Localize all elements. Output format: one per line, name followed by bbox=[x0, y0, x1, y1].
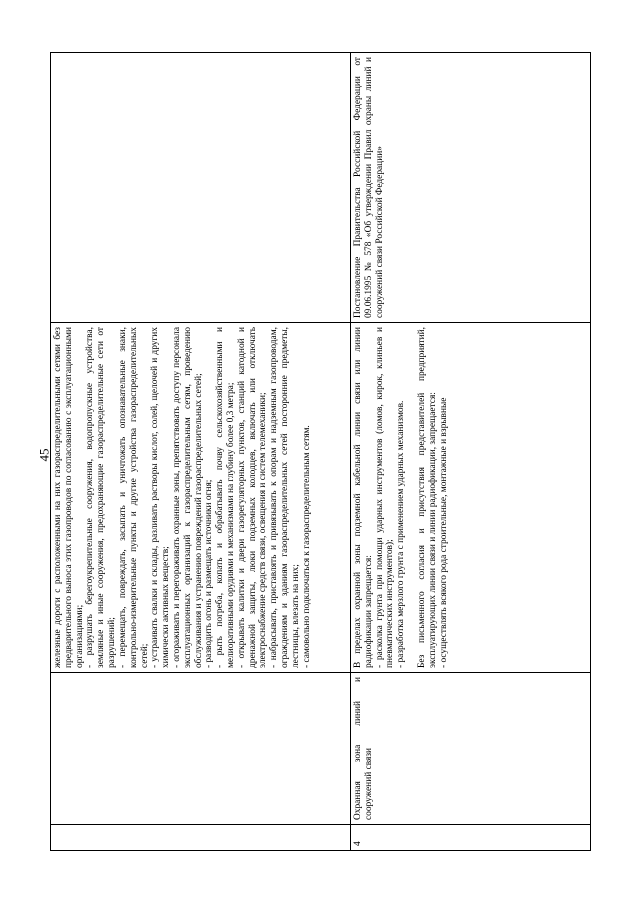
paragraph-gap bbox=[407, 327, 417, 668]
restriction-line: железные дороги с расположенными на них газораспределительными сетями без предварительного выноса этих газопроводов по согласованию с эксплуатационными организациями; bbox=[53, 327, 85, 668]
restrictions-cell bbox=[351, 323, 591, 673]
restriction-line: - разработка мерзлого грунта с применением ударных механизмов. bbox=[396, 400, 407, 668]
restriction-line: - самовольно подключаться к газораспределительным сетям. bbox=[301, 425, 312, 668]
legal-basis-cell: Постановление Правительства Российской Федерации от 09.06.1995 № 578 «Об утверждении Правил охраны линий и сооружений связи Российской Федерации» bbox=[351, 53, 591, 323]
restriction-line: - расколка грунта при помощи ударных инструментов (ломов, кирок, клиньев и пневматических инструментов); bbox=[374, 327, 396, 668]
restriction-line: - разводить огонь и размещать источники огня; bbox=[204, 479, 215, 668]
restriction-line: - набрасывать, приставлять и привязывать к опорам и надземным газопроводам, ограждениям и зданиям газораспределительных сетей посторонние предметы, лестницы, влезать на них; bbox=[269, 327, 301, 668]
table-row bbox=[51, 53, 351, 851]
restriction-line: - осуществлять всякого рода строительные, монтажные и взрывные bbox=[438, 397, 449, 668]
restriction-line: В пределах охранной зоны подземной кабельной линии связи или линии радиофикации запрещается: bbox=[353, 327, 374, 668]
page-number: 45 bbox=[36, 448, 52, 462]
restriction-line: - перемещать, повреждать, засыпать и уничтожать опознавательные знаки, контрольно-измерительные пункты и другие устройства газораспределительных сетей; bbox=[117, 327, 150, 668]
row-number-cell bbox=[51, 825, 351, 851]
zone-name-cell bbox=[51, 673, 351, 825]
restriction-line: - огораживать и перегораживать охранные зоны, препятствовать доступу персонала эксплуатационных организаций к газораспределительным сетям, проведению обслуживания и устранению повреждений газораспределительных сетей; bbox=[171, 327, 204, 668]
zone-name-cell: Охранная зона линий и сооружений связи bbox=[351, 673, 591, 825]
legal-basis-cell bbox=[51, 53, 351, 323]
restriction-line: - рыть погреба, копать и обрабатывать почву сельскохозяйственными и мелиоративными орудиями и механизмами на глубину более 0,3 метра; bbox=[215, 327, 236, 668]
restriction-line: - устраивать свалки и склады, разливать растворы кислот, солей, щелочей и других химически активных веществ; bbox=[150, 327, 172, 668]
restriction-line: Без письменного согласия и присутствия представителей предприятий, эксплуатирующих линии связи и линии радиофикации, запрещается: bbox=[417, 327, 438, 668]
table-row bbox=[351, 53, 591, 851]
restrictions-cell bbox=[51, 323, 351, 673]
restriction-line: - разрушать берегоукрепительные сооружения, водопропускные устройства, земляные и иные сооружения, предохраняющие газораспределительные сети от разрушений; bbox=[85, 327, 118, 668]
rotated-table-sheet bbox=[50, 53, 590, 851]
restriction-line: - открывать калитки и двери газорегуляторных пунктов, станций катодной и дренажной защиты, люки подземных колодцев, включать или отключать электроснабжение средств связи, освещения и систем телемеханики; bbox=[236, 327, 269, 668]
row-number-cell: 4 bbox=[351, 825, 591, 851]
restrictions-table bbox=[50, 52, 591, 851]
